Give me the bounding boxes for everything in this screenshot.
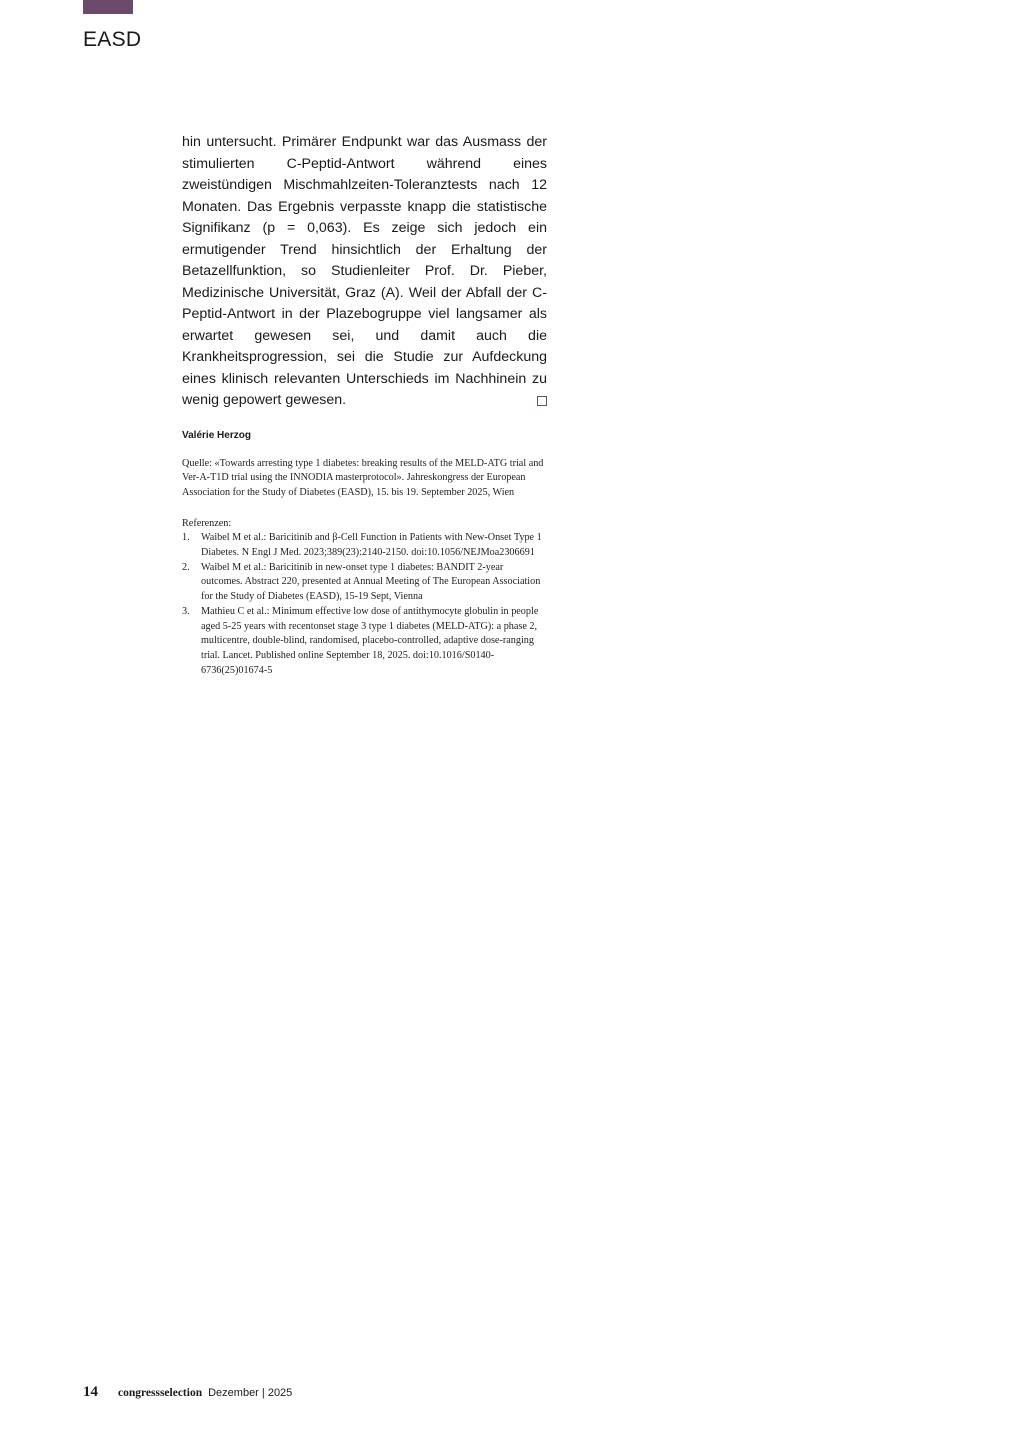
page-footer — [83, 1384, 292, 1401]
reference-item — [182, 561, 547, 605]
reference-text: Waibel M et al.: Baricitinib and β-Cell Function in Patients with New-Onset Type 1 Diabetes. N Engl J Med. 2023;389(23):2140-2150. doi:10.1056/NEJMoa2306691 — [201, 532, 542, 559]
publication-name: congressselection — [118, 1387, 203, 1399]
references-list — [182, 531, 547, 678]
article-paragraph-text: hin untersucht. Primärer Endpunkt war das Ausmass der stimulierten C-Peptid-Antwort während eines zweistündigen Mischmahlzeiten-Toleranztests nach 12 Monaten. Das Ergebnis verpasste knapp die statistische Signifikanz (p = 0,063). Es zeige sich jedoch ein ermutigender Trend hinsichtlich der Erhaltung der Betazellfunktion, so Studienleiter Prof. Dr. Pieber, Medizinische Universität, Graz (A). Weil der Abfall der C-Peptid-Antwort in der Plazebogruppe viel langsamer als erwartet gewesen sei, und damit auch die Krankheitsprogression, sei die Studie zur Aufdeckung eines klinisch relevanten Unterschieds im Nachhinein zu wenig gepowert gewesen. — [182, 134, 547, 408]
issue-date: Dezember | 2025 — [208, 1387, 293, 1399]
reference-item — [182, 531, 547, 560]
end-of-article-icon — [537, 396, 547, 406]
reference-item — [182, 605, 547, 679]
reference-text: Waibel M et al.: Baricitinib in new-onset type 1 diabetes: BANDIT 2-year outcomes. Abstract 220, presented at Annual Meeting of The European Association for the Study of Diabetes (EASD), 15-19 Sept, Vienna — [201, 561, 541, 603]
section-label: EASD — [83, 28, 142, 51]
references-heading: Referenzen: — [182, 517, 232, 529]
reference-number: 1. — [182, 532, 190, 544]
page-number: 14 — [83, 1384, 98, 1400]
reference-text: Mathieu C et al.: Minimum effective low dose of antithymocyte globulin in people aged 5-25 years with recentonset stage 3 type 1 diabetes (MELD-ATG): a phase 2, multicentre, double-blind, randomised, placebo-controlled, adaptive dose-ranging trial. Lancet. Published online September 18, 2025. doi:10.1016/S0140-6736(25)01674-5 — [201, 605, 539, 676]
reference-number: 2. — [182, 561, 190, 573]
reference-number: 3. — [182, 605, 190, 617]
source-note: Quelle: «Towards arresting type 1 diabetes: breaking results of the MELD-ATG trial and Ver-A-T1D trial using the INNODIA masterprotocol». Jahreskongress der European Association for the Study of Diabetes (EASD), 15. bis 19. September 2025, Wien — [182, 457, 544, 498]
section-color-bar — [83, 0, 133, 14]
author-name: Valérie Herzog — [182, 429, 251, 441]
article-column — [182, 132, 547, 678]
article-paragraph — [182, 132, 547, 412]
